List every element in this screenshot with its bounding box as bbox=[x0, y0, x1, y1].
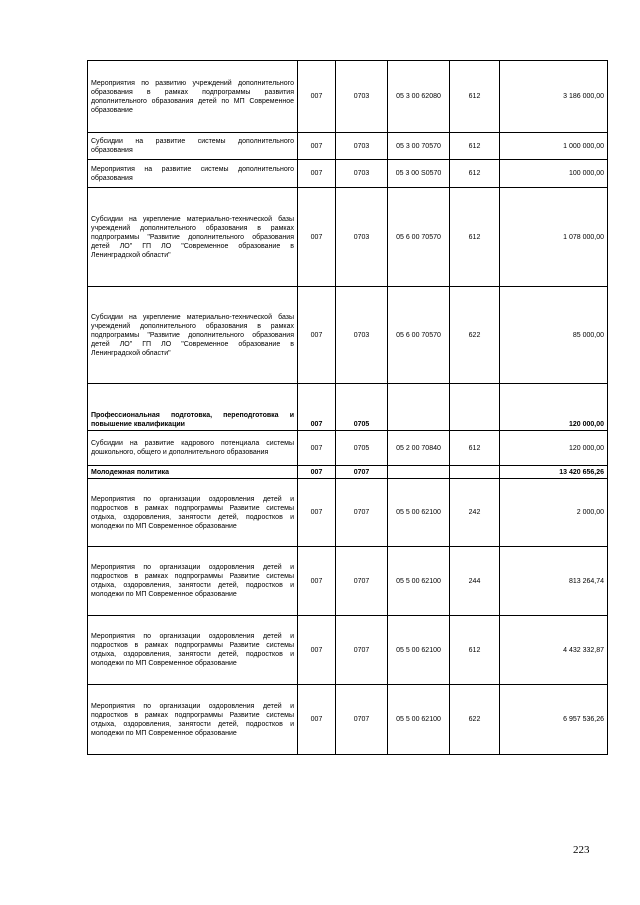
row-amount: 813 264,74 bbox=[500, 547, 608, 616]
row-admin-code: 007 bbox=[298, 685, 336, 755]
row-description: Субсидии на укрепление материально-технической базы учреждений дополнительного образования в рамках подпрограммы "Развитие дополнительного образования детей ЛО" ГП ЛО "Современное образование в Ленинградской области" bbox=[88, 188, 298, 287]
row-section-code: 0707 bbox=[336, 685, 388, 755]
row-section-code: 0703 bbox=[336, 160, 388, 188]
table-row bbox=[88, 133, 608, 160]
row-admin-code: 007 bbox=[298, 479, 336, 547]
row-description: Мероприятия по развитию учреждений дополнительного образования в рамках подпрограммы развития дополнительного образования детей по МП Современное образование bbox=[88, 61, 298, 133]
table-row bbox=[88, 685, 608, 755]
row-admin-code: 007 bbox=[298, 431, 336, 466]
row-amount: 2 000,00 bbox=[500, 479, 608, 547]
row-section-code: 0703 bbox=[336, 287, 388, 384]
row-expense-type: 622 bbox=[450, 287, 500, 384]
row-admin-code: 007 bbox=[298, 133, 336, 160]
row-admin-code: 007 bbox=[298, 384, 336, 431]
row-description: Мероприятия по организации оздоровления детей и подростков в рамках подпрограммы Развитие системы отдыха, оздоровления, занятости детей, подростков и молодежи по МП Современное образование bbox=[88, 479, 298, 547]
row-amount: 120 000,00 bbox=[500, 384, 608, 431]
row-expense-type: 622 bbox=[450, 685, 500, 755]
row-description: Мероприятия по организации оздоровления детей и подростков в рамках подпрограммы Развитие системы отдыха, оздоровления, занятости детей, подростков и молодежи по МП Современное образование bbox=[88, 616, 298, 685]
row-expense-type bbox=[450, 384, 500, 431]
table-row-section bbox=[88, 384, 608, 431]
row-section-code: 0703 bbox=[336, 133, 388, 160]
row-amount: 1 000 000,00 bbox=[500, 133, 608, 160]
row-section-code: 0703 bbox=[336, 61, 388, 133]
table-row-section bbox=[88, 466, 608, 479]
row-admin-code: 007 bbox=[298, 287, 336, 384]
row-target-code bbox=[388, 466, 450, 479]
page-number: 223 bbox=[573, 844, 590, 856]
row-expense-type: 612 bbox=[450, 61, 500, 133]
row-target-code: 05 5 00 62100 bbox=[388, 685, 450, 755]
row-expense-type: 612 bbox=[450, 188, 500, 287]
table-row bbox=[88, 431, 608, 466]
row-amount: 3 186 000,00 bbox=[500, 61, 608, 133]
row-amount: 85 000,00 bbox=[500, 287, 608, 384]
row-description: Субсидии на укрепление материально-технической базы учреждений дополнительного образования в рамках подпрограммы "Развитие дополнительного образования детей ЛО" ГП ЛО "Современное образование в Ленинградской области" bbox=[88, 287, 298, 384]
row-amount: 4 432 332,87 bbox=[500, 616, 608, 685]
row-section-code: 0707 bbox=[336, 616, 388, 685]
row-section-code: 0707 bbox=[336, 547, 388, 616]
row-target-code: 05 5 00 62100 bbox=[388, 479, 450, 547]
row-description: Субсидии на развитие кадрового потенциала системы дошкольного, общего и дополнительного образования bbox=[88, 431, 298, 466]
row-target-code: 05 6 00 70570 bbox=[388, 188, 450, 287]
row-target-code bbox=[388, 384, 450, 431]
table-row bbox=[88, 287, 608, 384]
row-admin-code: 007 bbox=[298, 160, 336, 188]
row-target-code: 05 3 00 62080 bbox=[388, 61, 450, 133]
row-section-code: 0705 bbox=[336, 384, 388, 431]
row-expense-type bbox=[450, 466, 500, 479]
row-amount: 120 000,00 bbox=[500, 431, 608, 466]
row-target-code: 05 3 00 S0570 bbox=[388, 160, 450, 188]
table-row bbox=[88, 61, 608, 133]
row-target-code: 05 5 00 62100 bbox=[388, 547, 450, 616]
budget-table bbox=[87, 60, 608, 755]
table-row bbox=[88, 616, 608, 685]
table-row bbox=[88, 479, 608, 547]
row-expense-type: 612 bbox=[450, 431, 500, 466]
row-amount: 100 000,00 bbox=[500, 160, 608, 188]
row-description: Мероприятия по организации оздоровления детей и подростков в рамках подпрограммы Развитие системы отдыха, оздоровления, занятости детей, подростков и молодежи по МП Современное образование bbox=[88, 547, 298, 616]
section-title: Молодежная политика bbox=[88, 466, 298, 479]
row-target-code: 05 2 00 70840 bbox=[388, 431, 450, 466]
row-target-code: 05 3 00 70570 bbox=[388, 133, 450, 160]
row-expense-type: 244 bbox=[450, 547, 500, 616]
row-expense-type: 612 bbox=[450, 160, 500, 188]
table-row bbox=[88, 160, 608, 188]
row-admin-code: 007 bbox=[298, 547, 336, 616]
row-amount: 1 078 000,00 bbox=[500, 188, 608, 287]
row-section-code: 0707 bbox=[336, 466, 388, 479]
row-expense-type: 612 bbox=[450, 616, 500, 685]
row-target-code: 05 6 00 70570 bbox=[388, 287, 450, 384]
table-row bbox=[88, 188, 608, 287]
row-amount: 6 957 536,26 bbox=[500, 685, 608, 755]
row-description: Мероприятия на развитие системы дополнительного образования bbox=[88, 160, 298, 188]
row-description: Субсидии на развитие системы дополнительного образования bbox=[88, 133, 298, 160]
table-row bbox=[88, 547, 608, 616]
row-amount: 13 420 656,26 bbox=[500, 466, 608, 479]
row-expense-type: 612 bbox=[450, 133, 500, 160]
row-admin-code: 007 bbox=[298, 188, 336, 287]
row-target-code: 05 5 00 62100 bbox=[388, 616, 450, 685]
row-section-code: 0705 bbox=[336, 431, 388, 466]
row-section-code: 0707 bbox=[336, 479, 388, 547]
row-admin-code: 007 bbox=[298, 466, 336, 479]
section-title: Профессиональная подготовка, переподготовка и повышение квалификации bbox=[88, 384, 298, 431]
row-admin-code: 007 bbox=[298, 61, 336, 133]
row-admin-code: 007 bbox=[298, 616, 336, 685]
row-section-code: 0703 bbox=[336, 188, 388, 287]
row-expense-type: 242 bbox=[450, 479, 500, 547]
row-description: Мероприятия по организации оздоровления детей и подростков в рамках подпрограммы Развитие системы отдыха, оздоровления, занятости детей, подростков и молодежи по МП Современное образование bbox=[88, 685, 298, 755]
